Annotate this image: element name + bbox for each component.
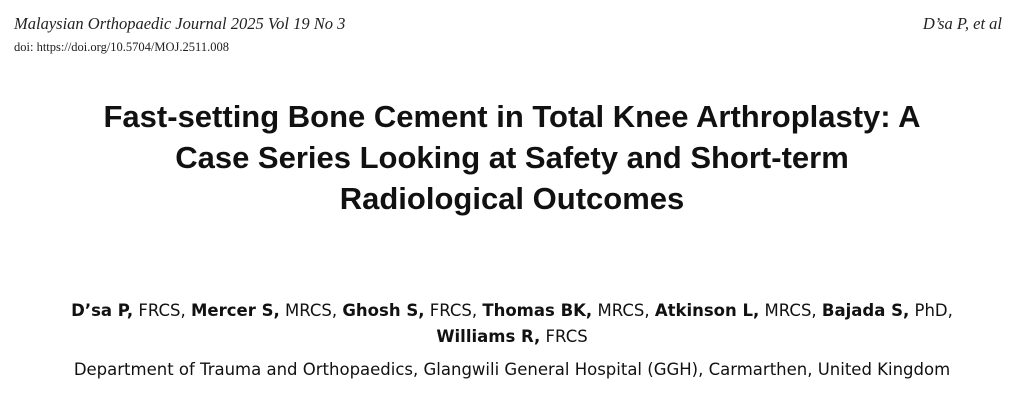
title-line: Case Series Looking at Safety and Short-term <box>175 140 849 175</box>
doi-link[interactable]: doi: https://doi.org/10.5704/MOJ.2511.008 <box>14 40 229 54</box>
running-head-authors: D’sa P, et al <box>922 14 1002 33</box>
author-line <box>20 324 1004 350</box>
author-degree: MRCS, <box>592 301 655 320</box>
author-degree: FRCS, <box>424 301 483 320</box>
author-degree: FRCS <box>540 327 588 346</box>
author-name: Williams R, <box>436 327 541 346</box>
author-name: Bajada S, <box>821 301 910 320</box>
author-name: Thomas BK, <box>482 301 593 320</box>
author-list <box>20 298 1004 350</box>
author-affiliation: Department of Trauma and Orthopaedics, Glangwili General Hospital (GGH), Carmarthen, United Kingdom <box>73 360 951 379</box>
author-degree: PhD, <box>909 301 953 320</box>
title-line: Radiological Outcomes <box>339 181 685 216</box>
journal-citation: Malaysian Orthopaedic Journal 2025 Vol 19 No 3 <box>14 14 346 33</box>
author-name: D’sa P, <box>71 301 134 320</box>
author-name: Atkinson L, <box>654 301 760 320</box>
author-line <box>20 298 1004 324</box>
author-degree: MRCS, <box>279 301 343 320</box>
page-header <box>14 14 1002 54</box>
author-name: Mercer S, <box>191 301 280 320</box>
article-title <box>20 96 1004 219</box>
author-degree: FRCS, <box>133 301 191 320</box>
author-name: Ghosh S, <box>342 301 425 320</box>
author-degree: MRCS, <box>759 301 822 320</box>
title-line: Fast-setting Bone Cement in Total Knee Arthroplasty: A <box>103 99 921 134</box>
